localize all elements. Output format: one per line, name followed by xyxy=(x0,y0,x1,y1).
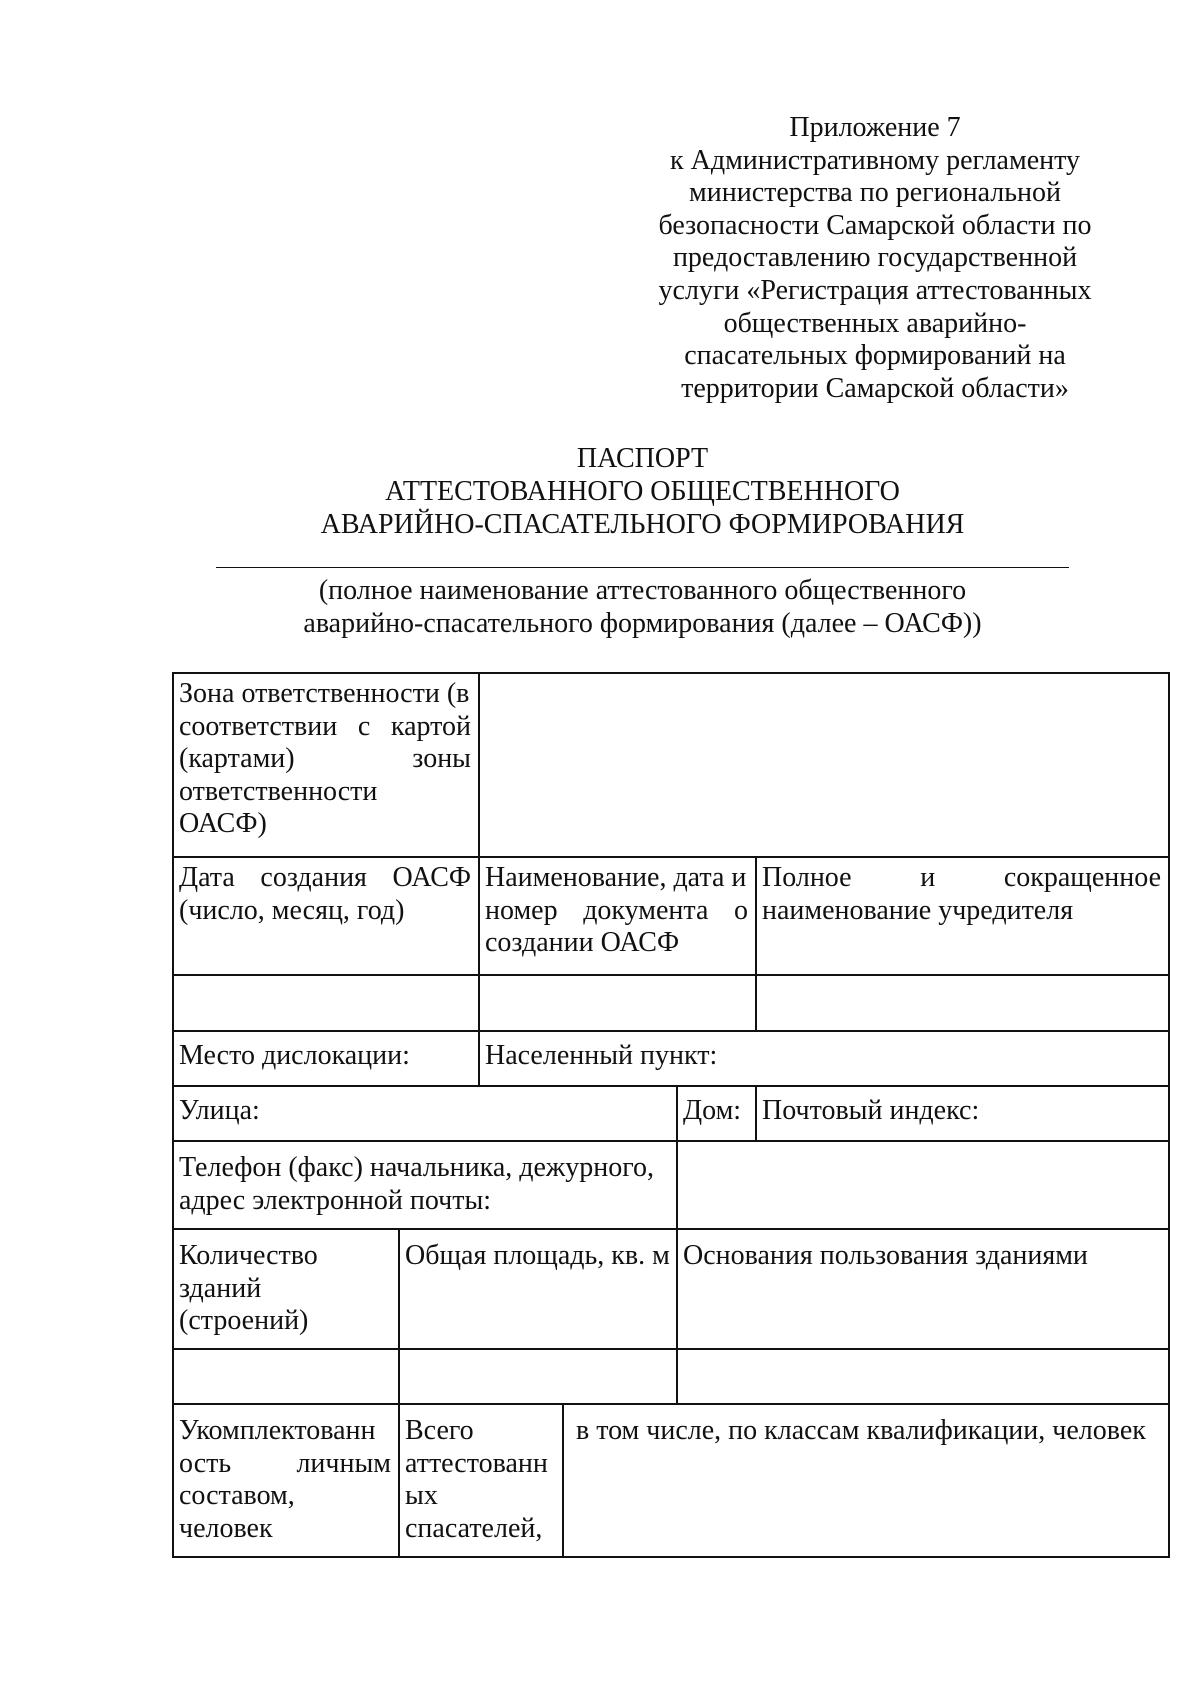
word: картой xyxy=(390,710,471,742)
header-text xyxy=(485,895,748,928)
creation-date-value[interactable] xyxy=(172,974,478,1030)
founder-header xyxy=(755,856,1168,974)
usage-basis-header xyxy=(676,1228,1168,1348)
header-text: человек xyxy=(179,1512,273,1544)
header-text: (строений) xyxy=(179,1305,309,1336)
header-text: в том числе, по классам квалификации, человек xyxy=(576,1415,1146,1446)
document-title xyxy=(200,442,1085,541)
appendix-line: территории Самарской области» xyxy=(681,372,1069,404)
header-text: составом, xyxy=(179,1480,295,1511)
label-text: Телефон (факс) начальника, дежурного, xyxy=(179,1152,655,1183)
label-text: Дом: xyxy=(683,1095,742,1126)
header-text: зданий xyxy=(179,1272,262,1304)
word: Полное xyxy=(762,862,852,893)
street-label xyxy=(172,1085,676,1140)
document-header xyxy=(478,856,755,974)
appendix-line: предоставлению государственной xyxy=(672,242,1078,274)
zone-text xyxy=(179,743,471,776)
full-name-caption xyxy=(200,574,1085,640)
buildings-count-header xyxy=(172,1228,398,1348)
word: и xyxy=(920,862,936,893)
title-line: АТТЕСТОВАННОГО ОБЩЕСТВЕННОГО xyxy=(385,476,900,507)
header-text: Основания пользования зданиями xyxy=(683,1240,1088,1271)
word: создания xyxy=(260,862,367,893)
header-text xyxy=(762,862,1161,895)
appendix-line: общественных аварийно- xyxy=(723,307,1027,339)
header-text: наименование учредителя xyxy=(762,894,1074,926)
settlement-label xyxy=(478,1030,1168,1085)
zone-text: ОАСФ) xyxy=(179,808,267,839)
header-text: аттестованн xyxy=(405,1447,548,1479)
label-text: Почтовый индекс: xyxy=(762,1095,980,1126)
location-label xyxy=(172,1030,478,1085)
header-text: Общая площадь, кв. м xyxy=(405,1240,670,1271)
header-text: Наименование, дата и xyxy=(485,862,747,893)
word: (картами) xyxy=(179,743,295,774)
table-rule xyxy=(1168,672,1170,1557)
table-rule xyxy=(172,1556,1170,1558)
by-class-header xyxy=(562,1403,1168,1556)
zone-text: ответственности xyxy=(179,775,378,807)
creation-date-header xyxy=(172,856,478,974)
label-text: адрес электронной почты: xyxy=(179,1184,492,1216)
usage-basis-value[interactable] xyxy=(676,1348,1168,1403)
header-text: (число, месяц, год) xyxy=(179,894,405,926)
header-text: Укомплектованн xyxy=(179,1415,376,1446)
label-text: Улица: xyxy=(179,1095,260,1126)
phone-value[interactable] xyxy=(676,1140,1168,1228)
word: соответствии xyxy=(179,710,338,742)
certified-total-header xyxy=(398,1403,562,1556)
appendix-line: к Административному регламенту xyxy=(670,144,1080,176)
postal-code-label xyxy=(755,1085,1168,1140)
header-text: спасателей, xyxy=(405,1512,543,1544)
appendix-line: министерства по региональной xyxy=(689,177,1061,209)
appendix-line: Приложение 7 xyxy=(789,112,961,143)
appendix-line: безопасности Самарской области по xyxy=(658,209,1092,241)
header-text: Количество xyxy=(179,1240,318,1271)
word: ОАСФ xyxy=(392,862,471,893)
word: ость xyxy=(179,1447,232,1479)
full-name-blank-line xyxy=(216,567,1069,568)
house-label xyxy=(676,1085,755,1140)
word: документа xyxy=(583,894,709,926)
label-text: Населенный пункт: xyxy=(485,1040,718,1071)
document-value[interactable] xyxy=(478,974,755,1030)
word: личным xyxy=(296,1447,391,1479)
header-text: создании ОАСФ xyxy=(485,927,680,958)
zone-cell xyxy=(172,672,478,856)
word: о xyxy=(734,894,748,926)
total-area-header xyxy=(398,1228,676,1348)
word: с xyxy=(357,710,371,742)
zone-value-cell[interactable] xyxy=(478,672,1168,856)
buildings-count-value[interactable] xyxy=(172,1348,398,1403)
founder-value[interactable] xyxy=(755,974,1168,1030)
appendix-line: услуги «Регистрация аттестованных xyxy=(658,274,1092,306)
appendix-header xyxy=(640,112,1110,405)
caption-line: аварийно-спасательного формирования (далее – ОАСФ)) xyxy=(303,608,982,639)
caption-line: (полное наименование аттестованного общественного xyxy=(318,575,967,606)
title-line: АВАРИЙНО-СПАСАТЕЛЬНОГО ФОРМИРОВАНИЯ xyxy=(320,509,965,540)
zone-text xyxy=(179,711,471,744)
total-area-value[interactable] xyxy=(398,1348,676,1403)
phone-label xyxy=(172,1140,676,1228)
appendix-line: спасательных формирований на xyxy=(684,340,1066,372)
word: сокращенное xyxy=(1003,862,1161,893)
word: зоны xyxy=(412,743,471,774)
word: номер xyxy=(485,894,558,926)
header-text xyxy=(179,862,471,895)
header-text xyxy=(179,1448,391,1481)
header-text: Всего xyxy=(405,1415,474,1446)
header-text: ых xyxy=(405,1480,438,1511)
label-text: Место дислокации: xyxy=(179,1040,410,1071)
title-line: ПАСПОРТ xyxy=(576,443,709,474)
word: Дата xyxy=(179,862,235,893)
zone-text: Зона ответственности (в xyxy=(179,678,470,709)
staffing-header xyxy=(172,1403,398,1556)
